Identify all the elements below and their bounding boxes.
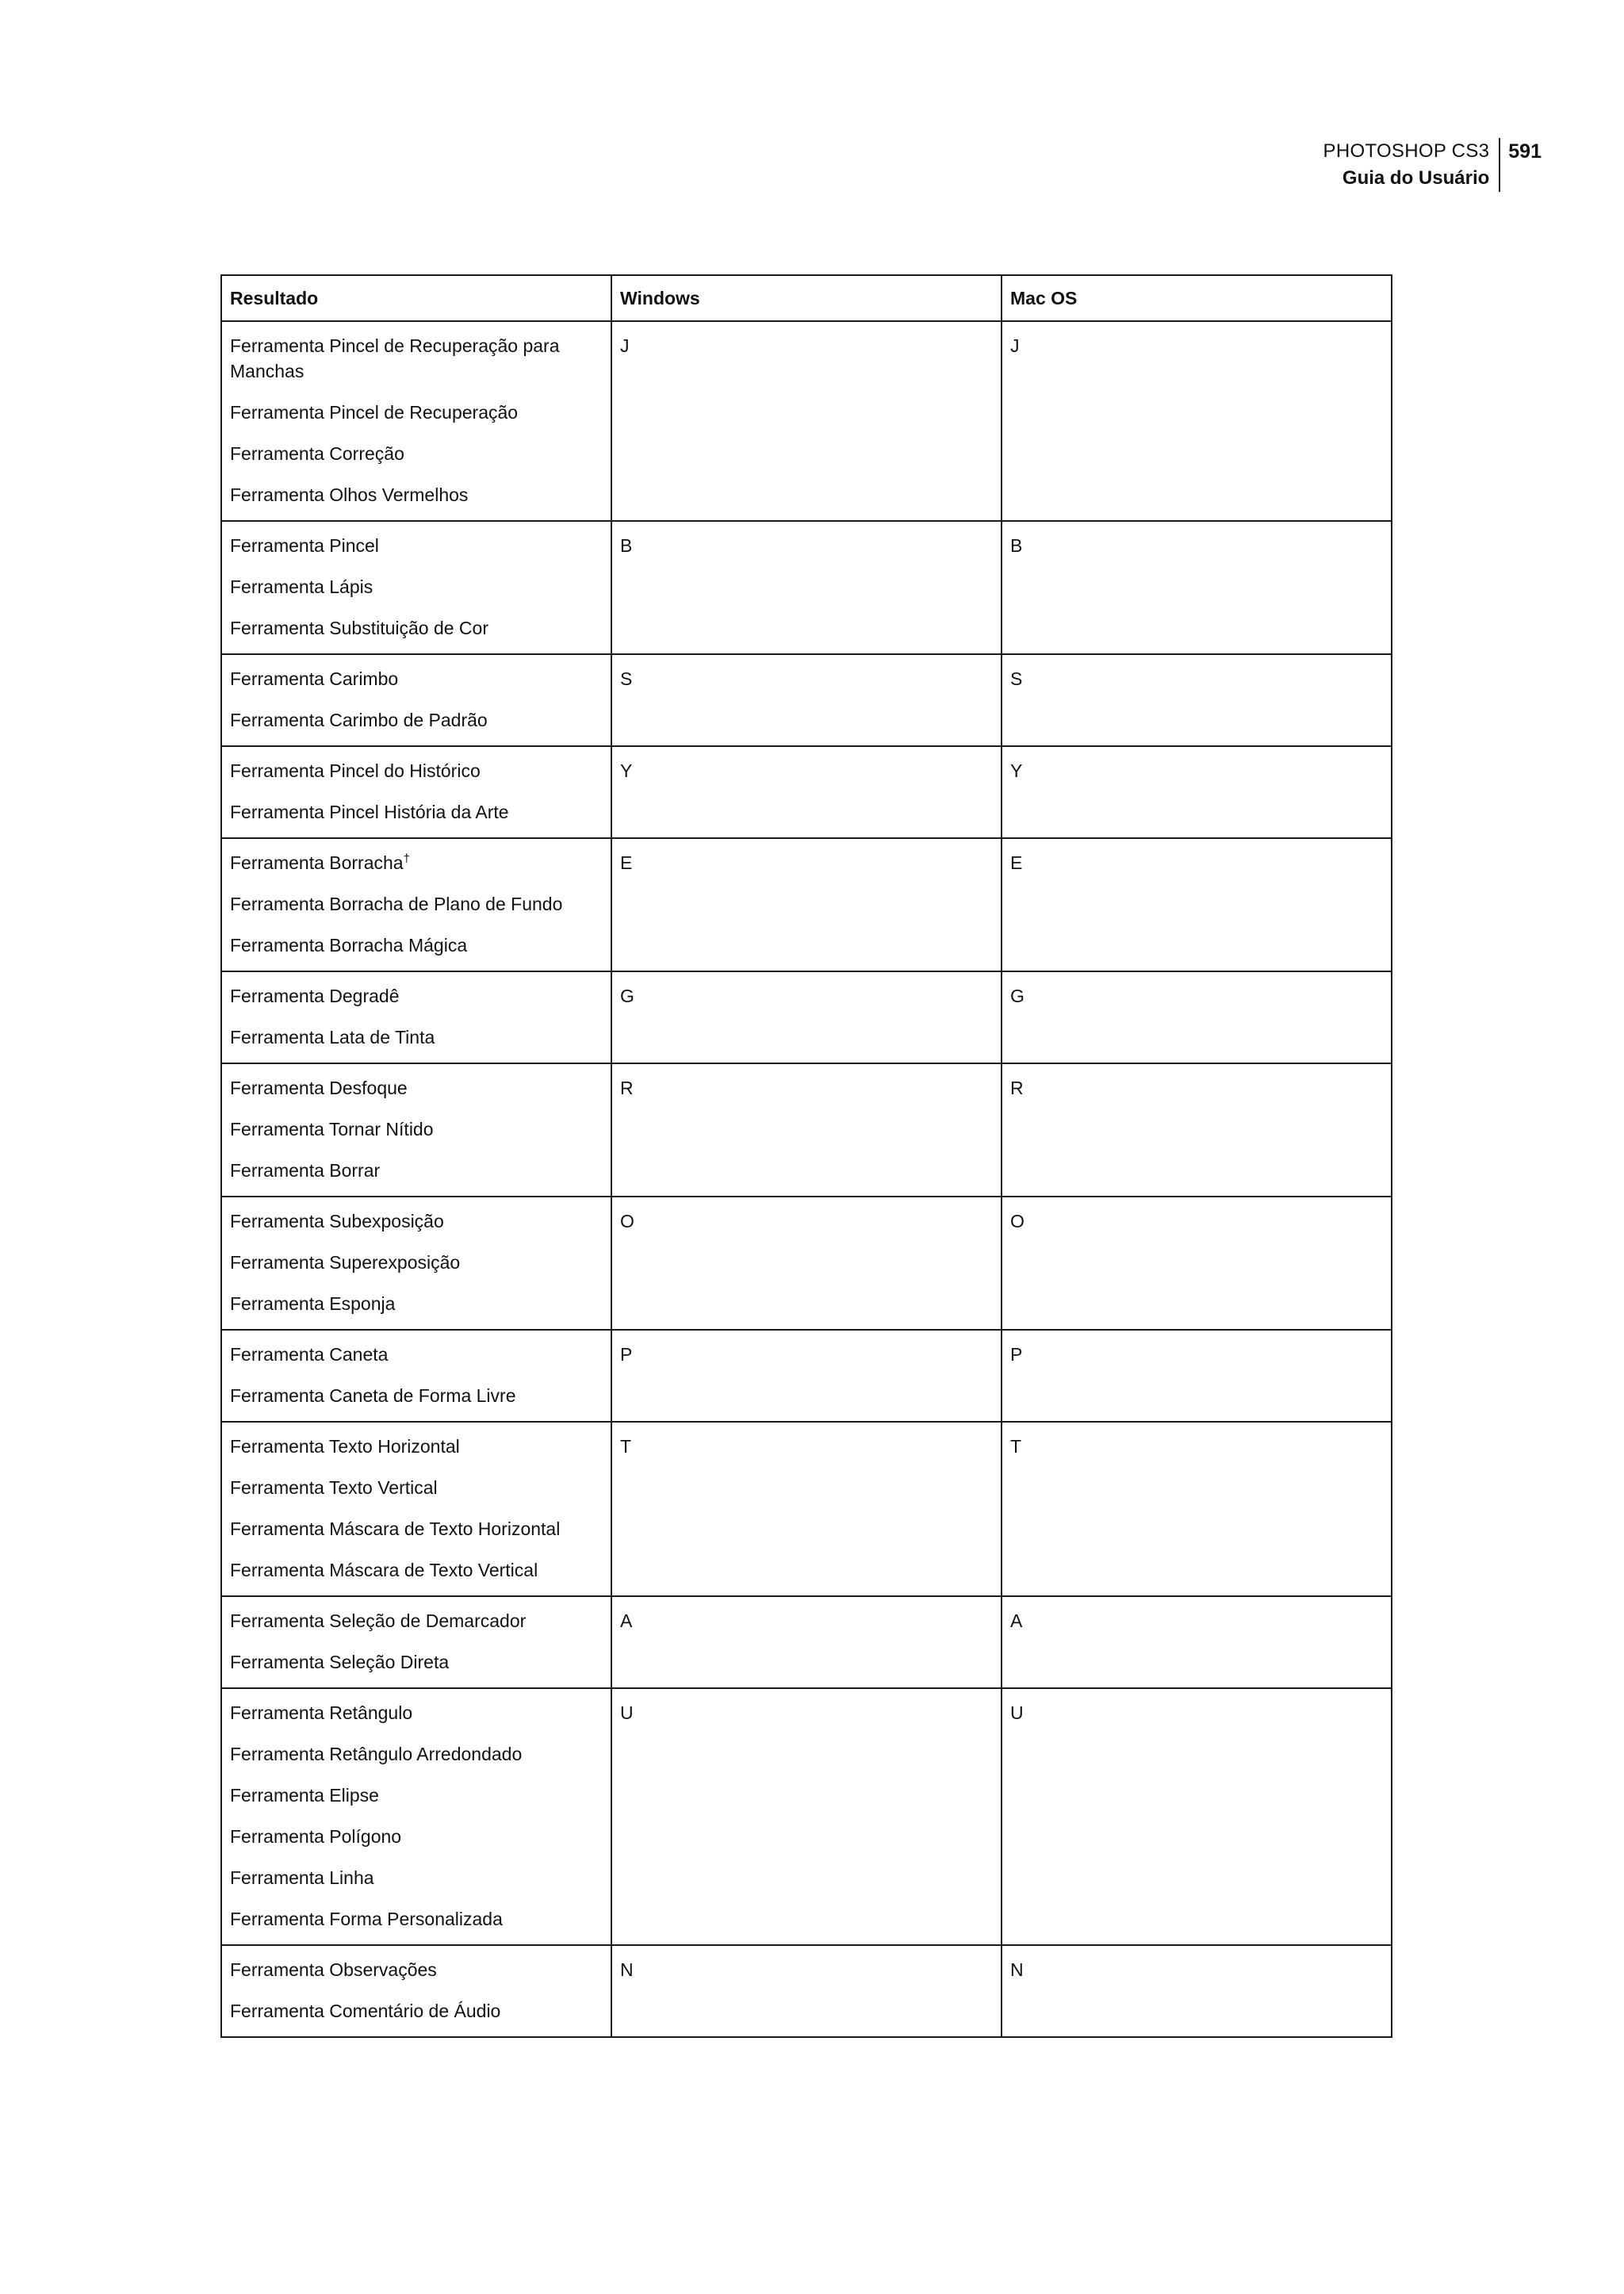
tool-list-cell [221,1330,611,1422]
shortcuts-table [220,274,1392,2038]
tool-name: Ferramenta Caneta [230,1344,389,1365]
tool-name: Ferramenta Borracha† [230,852,410,873]
tool-name: Ferramenta Pincel [230,535,379,556]
windows-shortcut-cell: J [611,321,1002,521]
table-row [221,521,1392,654]
windows-shortcut-cell: A [611,1596,1002,1688]
tool-name: Ferramenta Retângulo Arredondado [230,1744,523,1764]
windows-shortcut-cell: R [611,1063,1002,1197]
tool-name: Ferramenta Texto Vertical [230,1477,438,1498]
mac-shortcut-cell: T [1002,1422,1392,1596]
mac-shortcut-cell: N [1002,1945,1392,2037]
tool-name: Ferramenta Comentário de Áudio [230,2001,501,2021]
mac-shortcut-cell: U [1002,1688,1392,1945]
tool-name: Ferramenta Máscara de Texto Horizontal [230,1518,561,1539]
table-header-row [221,275,1392,321]
mac-shortcut-cell: O [1002,1197,1392,1330]
windows-shortcut-cell: B [611,521,1002,654]
tool-list-cell [221,654,611,746]
mac-shortcut-cell: G [1002,971,1392,1063]
table-row [221,1422,1392,1596]
guide-name: Guia do Usuário [1342,167,1490,189]
tool-name: Ferramenta Lata de Tinta [230,1027,435,1047]
tool-name: Ferramenta Polígono [230,1826,402,1847]
mac-shortcut-cell: S [1002,654,1392,746]
tool-list-cell [221,1945,611,2037]
tool-name: Ferramenta Olhos Vermelhos [230,484,469,505]
tool-list-cell [221,521,611,654]
tool-name: Ferramenta Seleção Direta [230,1652,450,1672]
tool-list-cell [221,1063,611,1197]
page-number: 591 [1508,140,1542,163]
column-header-mac-os: Mac OS [1002,275,1392,321]
tool-name: Ferramenta Borracha Mágica [230,935,468,956]
tool-name: Ferramenta Caneta de Forma Livre [230,1385,516,1406]
tool-name: Ferramenta Borracha de Plano de Fundo [230,894,563,914]
table-body [221,321,1392,2037]
windows-shortcut-cell: G [611,971,1002,1063]
table-row [221,746,1392,838]
tool-list-cell [221,1422,611,1596]
tool-name: Ferramenta Forma Personalizada [230,1909,503,1929]
tool-list-cell [221,321,611,521]
mac-shortcut-cell: J [1002,321,1392,521]
footnote-mark: † [403,852,410,866]
tool-name: Ferramenta Lápis [230,576,373,597]
table-row [221,1945,1392,2037]
tool-name: Ferramenta Carimbo [230,668,399,689]
windows-shortcut-cell: U [611,1688,1002,1945]
tool-name: Ferramenta Desfoque [230,1078,408,1098]
table-row [221,321,1392,521]
tool-name: Ferramenta Borrar [230,1160,381,1181]
table-row [221,1197,1392,1330]
windows-shortcut-cell: T [611,1422,1002,1596]
tool-name: Ferramenta Texto Horizontal [230,1436,460,1457]
table-row [221,838,1392,971]
table-row [221,1688,1392,1945]
windows-shortcut-cell: E [611,838,1002,971]
windows-shortcut-cell: S [611,654,1002,746]
tool-name: Ferramenta Pincel de Recuperação [230,402,519,423]
table-row [221,1596,1392,1688]
tool-list-cell [221,971,611,1063]
tool-name: Ferramenta Superexposição [230,1252,461,1273]
tool-name: Ferramenta Pincel História da Arte [230,802,509,822]
tool-name: Ferramenta Observações [230,1959,437,1980]
tool-name: Ferramenta Esponja [230,1293,396,1314]
tool-name: Ferramenta Correção [230,443,404,464]
windows-shortcut-cell: P [611,1330,1002,1422]
windows-shortcut-cell: N [611,1945,1002,2037]
table-row [221,971,1392,1063]
tool-list-cell [221,838,611,971]
tool-name: Ferramenta Carimbo de Padrão [230,710,488,730]
mac-shortcut-cell: B [1002,521,1392,654]
tool-name: Ferramenta Seleção de Demarcador [230,1610,527,1631]
tool-name: Ferramenta Elipse [230,1785,379,1806]
tool-name: Ferramenta Substituição de Cor [230,618,488,638]
product-name: PHOTOSHOP CS3 [1323,140,1490,162]
tool-name: Ferramenta Pincel do Histórico [230,760,481,781]
tool-list-cell [221,1596,611,1688]
tool-name: Ferramenta Subexposição [230,1211,444,1231]
header-title-block [1323,138,1501,192]
table-row [221,1330,1392,1422]
tool-name: Ferramenta Pincel de Recuperação para Manchas [230,335,560,381]
tool-name: Ferramenta Retângulo [230,1702,413,1723]
table-row [221,1063,1392,1197]
mac-shortcut-cell: R [1002,1063,1392,1197]
windows-shortcut-cell: O [611,1197,1002,1330]
mac-shortcut-cell: E [1002,838,1392,971]
windows-shortcut-cell: Y [611,746,1002,838]
page-header [1323,138,1542,192]
tool-name: Ferramenta Máscara de Texto Vertical [230,1560,538,1580]
tool-name: Ferramenta Tornar Nítido [230,1119,434,1139]
tool-name: Ferramenta Degradê [230,986,400,1006]
mac-shortcut-cell: P [1002,1330,1392,1422]
column-header-resultado: Resultado [221,275,611,321]
mac-shortcut-cell: Y [1002,746,1392,838]
table-row [221,654,1392,746]
tool-list-cell [221,1197,611,1330]
tool-name: Ferramenta Linha [230,1867,374,1888]
mac-shortcut-cell: A [1002,1596,1392,1688]
column-header-windows: Windows [611,275,1002,321]
tool-list-cell [221,746,611,838]
tool-list-cell [221,1688,611,1945]
